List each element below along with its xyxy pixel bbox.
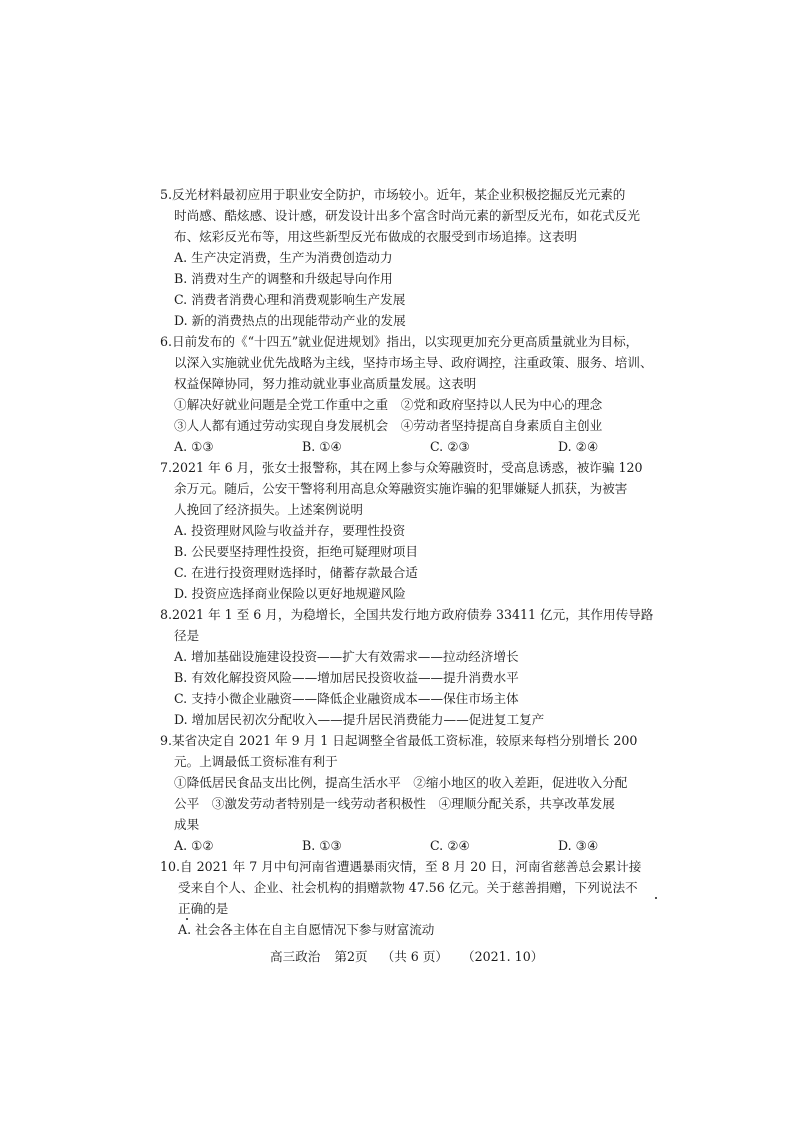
q7-stem-line: 7.2021 年 6 月，张女士报警称，其在网上参与众筹融资时，受高息诱惑，被诈骗 120: [160, 460, 643, 475]
q6-stem-line: 权益保障协同，努力推动就业事业高质量发展。这表明: [174, 376, 477, 391]
emphasis-dot: [655, 897, 657, 899]
q6-stem-line: 6.日前发布的《“十四五”就业促进规划》指出，以实现更加充分更高质量就业为目标，: [160, 334, 639, 349]
q5-stem-line: 时尚感、酷炫感、设计感，研发设计出多个富含时尚元素的新型反光布，如花式反光: [174, 208, 640, 223]
footer-page: 第2页: [334, 949, 368, 964]
q6-choice-b: B. ①④: [302, 439, 342, 454]
q10-option-a: A. 社会各主体在自主自愿情况下参与财富流动: [178, 922, 435, 937]
q6-statement: ③人人都有通过劳动实现自身发展机会 ④劳动者坚持提高自身素质自主创业: [174, 418, 603, 433]
q9-statement: 公平 ③激发劳动者特别是一线劳动者积极性 ④理顺分配关系，共享改革发展: [174, 796, 615, 811]
q9-choice-d: D. ③④: [558, 838, 599, 853]
page-footer: [270, 949, 553, 965]
q10-stem-line: 正确的是: [178, 901, 229, 916]
q9-statement: ①降低居民食品支出比例，提高生活水平 ②缩小地区的收入差距，促进收入分配: [174, 775, 628, 790]
q9-stem-line: 9.某省决定自 2021 年 9 月 1 日起调整全省最低工资标准，较原来每档分别增长 200: [160, 733, 638, 748]
emphasis-dot: [186, 918, 188, 920]
q9-choice-b: B. ①③: [302, 838, 342, 853]
q9-stem-line: 元。上调最低工资标准有利于: [174, 754, 338, 769]
q8-option-b: B. 有效化解投资风险——增加居民投资收益——提升消费水平: [174, 670, 519, 685]
footer-date: （2021. 10）: [462, 949, 544, 964]
q6-choice-c: C. ②③: [430, 439, 470, 454]
q5-option-c: C. 消费者消费心理和消费观影响生产发展: [174, 292, 406, 307]
q8-option-a: A. 增加基础设施建设投资——扩大有效需求——拉动经济增长: [174, 649, 519, 664]
q7-stem-line: 余万元。随后，公安干警将利用高息众筹融资实施诈骗的犯罪嫌疑人抓获，为被害: [174, 481, 628, 496]
q6-stem-line: 以深入实施就业优先战略为主线，坚持市场主导、政府调控，注重政策、服务、培训、: [174, 355, 653, 370]
q5-option-a: A. 生产决定消费，生产为消费创造动力: [174, 250, 393, 265]
q9-statement: 成果: [174, 817, 200, 832]
q8-stem-line: 8.2021 年 1 至 6 月，为稳增长，全国共发行地方政府债券 33411 亿元，其作用传导路: [160, 607, 654, 622]
q7-option-b: B. 公民要坚持理性投资，拒绝可疑理财项目: [174, 544, 418, 559]
q5-stem-line: 布、炫彩反光布等，用这些新型反光布做成的衣服受到市场追捧。这表明: [174, 229, 577, 244]
q8-option-c: C. 支持小微企业融资——降低企业融资成本——保住市场主体: [174, 691, 519, 706]
q10-stem-line: 受来自个人、企业、社会机构的捐赠款物 47.56 亿元。关于慈善捐赠，下列说法不: [178, 880, 638, 895]
q7-stem-line: 人挽回了经济损失。上述案例说明: [174, 502, 363, 517]
q6-statement: ①解决好就业问题是全党工作重中之重 ②党和政府坚持以人民为中心的理念: [174, 397, 603, 412]
q9-choice-c: C. ②④: [430, 838, 470, 853]
q8-option-d: D. 增加居民初次分配收入——提升居民消费能力——促进复工复产: [174, 712, 545, 727]
q7-option-c: C. 在进行投资理财选择时，储蓄存款最合适: [174, 565, 418, 580]
q5-stem-line: 5.反光材料最初应用于职业安全防护，市场较小。近年，某企业积极挖掘反光元素的: [160, 187, 626, 202]
footer-subject: 高三政治: [270, 949, 321, 964]
q5-option-b: B. 消费对生产的调整和升级起导向作用: [174, 271, 393, 286]
q6-choice-d: D. ②④: [558, 439, 599, 454]
q5-option-d: D. 新的消费热点的出现能带动产业的发展: [174, 313, 406, 328]
footer-total: （共 6 页）: [381, 949, 449, 964]
q9-choice-a: A. ①②: [174, 838, 214, 853]
q7-option-a: A. 投资理财风险与收益并存，要理性投资: [174, 523, 406, 538]
q8-stem-line: 径是: [174, 628, 200, 643]
q7-option-d: D. 投资应选择商业保险以更好地规避风险: [174, 586, 406, 601]
q6-choice-a: A. ①③: [174, 439, 214, 454]
q10-stem-line: 10.自 2021 年 7 月中旬河南省遭遇暴雨灾情，至 8 月 20 日，河南省慈善总会累计接: [160, 859, 642, 874]
